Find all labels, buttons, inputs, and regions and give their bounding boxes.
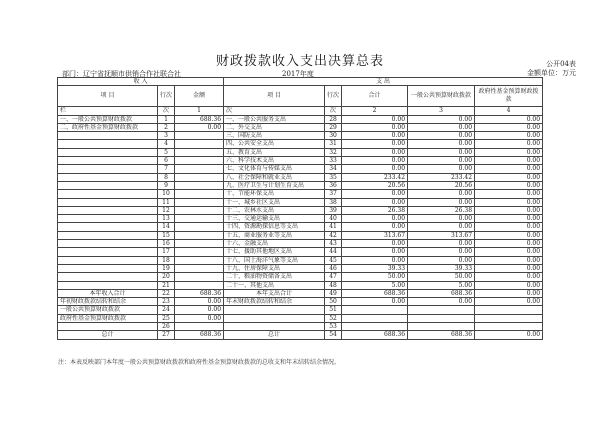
report-title: 财政拨款收入支出决算总表 [215, 54, 384, 69]
expense-total-cell: 0.00 [342, 198, 408, 206]
budget-table [57, 77, 543, 340]
expense-general-cell: 0.00 [408, 157, 475, 165]
table-row [58, 173, 543, 181]
expense-line-cell: 51 [325, 306, 342, 314]
expense-total-cell: 0.00 [342, 140, 408, 148]
expense-general-cell [408, 314, 475, 322]
income-amount-cell: 0.00 [175, 123, 224, 131]
income-item-cell [58, 273, 158, 281]
expense-general-cell: 0.00 [408, 215, 475, 223]
expense-general-cell: 0.00 [408, 298, 475, 306]
expense-line-cell: 41 [325, 223, 342, 231]
income-amount-cell: 688.36 [175, 331, 224, 339]
table-row [58, 215, 543, 223]
table-row [58, 223, 543, 231]
expense-line-cell: 28 [325, 115, 342, 123]
index-fund: 4 [475, 107, 543, 115]
expense-general-cell: 688.36 [408, 289, 475, 297]
expense-total-cell: 0.00 [342, 123, 408, 131]
expense-item-cell: 十五、商业服务业等支出 [224, 231, 325, 239]
income-line-cell: 4 [158, 140, 175, 148]
table-row [58, 314, 543, 322]
income-amount-cell: 0.00 [175, 314, 224, 322]
income-line-cell: 6 [158, 157, 175, 165]
expense-line-cell: 30 [325, 132, 342, 140]
income-line-cell: 22 [158, 289, 175, 297]
income-item-cell [58, 248, 158, 256]
expense-item-cell: 二十一、其他支出 [224, 281, 325, 289]
income-line-cell: 13 [158, 215, 175, 223]
table-row [58, 190, 543, 198]
income-item-header: 项 目 [58, 86, 158, 107]
expense-line-cell: 32 [325, 148, 342, 156]
expense-fund-cell: 0.00 [475, 115, 543, 123]
expense-line-cell: 53 [325, 323, 342, 331]
income-amount-cell [175, 140, 224, 148]
income-line-header: 行次 [158, 86, 175, 107]
table-row [58, 231, 543, 239]
expense-item-cell: 二、外交支出 [224, 123, 325, 131]
expense-fund-cell: 0.00 [475, 289, 543, 297]
income-item-cell: 二、政府性基金预算财政拨款 [58, 123, 158, 131]
income-line-cell: 20 [158, 273, 175, 281]
income-amount-cell: 0.00 [175, 298, 224, 306]
expense-fund-cell: 0.00 [475, 173, 543, 181]
expense-fund-cell: 0.00 [475, 132, 543, 140]
amount-unit-label: 金额单位： [527, 69, 562, 77]
expense-general-cell: 0.00 [408, 240, 475, 248]
index-item-expense: 次 [224, 107, 325, 115]
expense-general-cell: 20.56 [408, 181, 475, 189]
income-amount-cell [175, 190, 224, 198]
table-row [58, 198, 543, 206]
expense-fund-cell: 0.00 [475, 273, 543, 281]
table-row [58, 206, 543, 214]
income-line-cell: 2 [158, 123, 175, 131]
expense-fund-cell: 0.00 [475, 123, 543, 131]
income-amount-cell [175, 231, 224, 239]
income-item-cell [58, 240, 158, 248]
expense-item-cell: 一、一般公共服务支出 [224, 115, 325, 123]
expense-fund-cell: 0.00 [475, 231, 543, 239]
expense-general-cell: 688.36 [408, 331, 475, 339]
table-row [58, 273, 543, 281]
income-line-cell: 26 [158, 323, 175, 331]
expense-item-cell [224, 323, 325, 331]
income-item-cell [58, 157, 158, 165]
expense-fund-cell: 0.00 [475, 198, 543, 206]
expense-total-cell: 233.42 [342, 173, 408, 181]
income-amount-cell [175, 173, 224, 181]
expense-total-cell: 39.33 [342, 264, 408, 272]
income-item-cell [58, 190, 158, 198]
expense-total-header: 合计 [342, 86, 408, 107]
income-line-cell: 1 [158, 115, 175, 123]
expense-item-cell: 十九、住房保障支出 [224, 264, 325, 272]
expense-line-cell: 36 [325, 181, 342, 189]
income-item-cell [58, 165, 158, 173]
income-amount-cell [175, 248, 224, 256]
income-item-cell [58, 231, 158, 239]
expense-general-cell: 0.00 [408, 223, 475, 231]
table-row [58, 331, 543, 339]
expense-general-cell: 0.00 [408, 148, 475, 156]
expense-total-cell: 0.00 [342, 148, 408, 156]
expense-fund-cell: 0.00 [475, 206, 543, 214]
expense-line-cell: 43 [325, 240, 342, 248]
income-amount-cell [175, 273, 224, 281]
income-line-cell: 3 [158, 132, 175, 140]
income-amount-cell [175, 157, 224, 165]
expense-fund-cell: 0.00 [475, 281, 543, 289]
expense-item-cell: 十七、援助其他地区支出 [224, 248, 325, 256]
income-item-cell: 政府性基金预算财政拨款 [58, 314, 158, 322]
expense-line-cell: 46 [325, 264, 342, 272]
expense-general-cell [408, 306, 475, 314]
expense-line-cell: 39 [325, 206, 342, 214]
expense-total-cell: 688.36 [342, 289, 408, 297]
expense-line-cell: 54 [325, 331, 342, 339]
table-row [58, 148, 543, 156]
income-item-cell: 总计 [58, 331, 158, 339]
income-line-cell: 10 [158, 190, 175, 198]
expense-line-cell: 48 [325, 281, 342, 289]
expense-fund-cell: 0.00 [475, 148, 543, 156]
expense-fund-cell: 0.00 [475, 190, 543, 198]
expense-item-cell [224, 306, 325, 314]
income-item-cell [58, 140, 158, 148]
index-line-expense: 次 [325, 107, 342, 115]
table-row [58, 298, 543, 306]
expense-line-cell: 37 [325, 190, 342, 198]
index-general: 3 [408, 107, 475, 115]
expense-general-cell: 0.00 [408, 115, 475, 123]
income-item-cell [58, 223, 158, 231]
income-amount-cell [175, 206, 224, 214]
index-item: 栏 [58, 107, 158, 115]
income-item-cell [58, 206, 158, 214]
income-item-cell [58, 281, 158, 289]
income-amount-cell: 688.36 [175, 289, 224, 297]
expense-fund-cell: 0.00 [475, 215, 543, 223]
expense-general-cell: 50.00 [408, 273, 475, 281]
income-amount-cell [175, 198, 224, 206]
table-row [58, 240, 543, 248]
expense-item-cell: 本年支出合计 [224, 289, 325, 297]
expense-fund-cell [475, 306, 543, 314]
expense-total-cell: 0.00 [342, 157, 408, 165]
expense-item-cell: 三、国防支出 [224, 132, 325, 140]
table-row [58, 165, 543, 173]
table-row [58, 132, 543, 140]
income-amount-cell [175, 148, 224, 156]
expense-line-cell: 42 [325, 231, 342, 239]
income-amount-cell [175, 215, 224, 223]
table-row [58, 140, 543, 148]
table-row [58, 248, 543, 256]
expense-fund-cell: 0.00 [475, 140, 543, 148]
expense-total-cell: 0.00 [342, 165, 408, 173]
expense-total-cell: 313.67 [342, 231, 408, 239]
income-line-cell: 14 [158, 223, 175, 231]
expense-general-cell: 39.33 [408, 264, 475, 272]
income-amount-cell [175, 181, 224, 189]
income-line-cell: 7 [158, 165, 175, 173]
expense-fund-cell: 0.00 [475, 223, 543, 231]
income-item-cell [58, 215, 158, 223]
expense-line-cell: 52 [325, 314, 342, 322]
income-amount-cell [175, 323, 224, 331]
income-amount-cell [175, 165, 224, 173]
income-line-cell: 16 [158, 240, 175, 248]
table-row [58, 264, 543, 272]
income-line-cell: 25 [158, 314, 175, 322]
income-item-cell [58, 148, 158, 156]
index-line: 次 [158, 107, 175, 115]
expense-fund-cell: 0.00 [475, 165, 543, 173]
expense-total-cell: 0.00 [342, 132, 408, 140]
income-line-cell: 23 [158, 298, 175, 306]
expense-total-cell: 0.00 [342, 240, 408, 248]
expense-line-cell: 38 [325, 198, 342, 206]
expense-general-cell: 0.00 [408, 140, 475, 148]
table-row [58, 306, 543, 314]
expense-total-cell: 5.00 [342, 281, 408, 289]
income-line-cell: 24 [158, 306, 175, 314]
expense-total-cell: 0.00 [342, 248, 408, 256]
expense-item-cell: 五、教育支出 [224, 148, 325, 156]
income-line-cell: 5 [158, 148, 175, 156]
expense-total-cell: 26.38 [342, 206, 408, 214]
table-row [58, 157, 543, 165]
expense-header: 支 出 [224, 78, 543, 86]
income-item-cell [58, 181, 158, 189]
expense-total-cell: 0.00 [342, 223, 408, 231]
expense-fund-cell: 0.00 [475, 331, 543, 339]
income-amount-cell [175, 256, 224, 264]
expense-general-cell: 313.67 [408, 231, 475, 239]
income-amount-cell [175, 132, 224, 140]
footnote: 注：本表反映部门本年度一般公共预算财政拨款和政府性基金预算财政拨款的总收支和年末结转结余情况。 [58, 359, 341, 366]
expense-line-cell: 33 [325, 157, 342, 165]
expense-general-cell: 0.00 [408, 123, 475, 131]
expense-general-header: 一般公共预算财政拨款 [408, 86, 475, 107]
income-line-cell: 27 [158, 331, 175, 339]
expense-item-cell: 十四、资源勘探信息等支出 [224, 223, 325, 231]
expense-item-cell: 七、文化体育与传媒支出 [224, 165, 325, 173]
expense-line-cell: 44 [325, 248, 342, 256]
expense-general-cell: 0.00 [408, 190, 475, 198]
expense-general-cell: 0.00 [408, 248, 475, 256]
expense-general-cell: 0.00 [408, 132, 475, 140]
table-row [58, 181, 543, 189]
expense-general-cell: 26.38 [408, 206, 475, 214]
income-amount-cell: 0.00 [175, 306, 224, 314]
amount-unit-value: 万元 [562, 69, 576, 77]
table-row [58, 289, 543, 297]
expense-item-cell: 六、科学技术支出 [224, 157, 325, 165]
expense-line-cell: 34 [325, 165, 342, 173]
income-item-cell [58, 198, 158, 206]
expense-total-cell: 50.00 [342, 273, 408, 281]
expense-total-cell: 0.00 [342, 115, 408, 123]
expense-item-cell: 十六、金融支出 [224, 240, 325, 248]
expense-fund-cell: 0.00 [475, 248, 543, 256]
expense-item-cell: 十、节能环保支出 [224, 190, 325, 198]
expense-line-cell: 29 [325, 123, 342, 131]
expense-total-cell [342, 306, 408, 314]
expense-total-cell [342, 323, 408, 331]
income-header: 收 入 [58, 78, 224, 86]
expense-item-cell: 九、医疗卫生与计划生育支出 [224, 181, 325, 189]
income-line-cell: 11 [158, 198, 175, 206]
table-row [58, 281, 543, 289]
expense-total-cell: 688.36 [342, 331, 408, 339]
table-row [58, 323, 543, 331]
income-line-cell: 19 [158, 264, 175, 272]
expense-line-cell: 31 [325, 140, 342, 148]
income-line-cell: 8 [158, 173, 175, 181]
income-item-cell [58, 256, 158, 264]
expense-fund-cell: 0.00 [475, 298, 543, 306]
income-line-cell: 15 [158, 231, 175, 239]
index-total: 2 [342, 107, 408, 115]
expense-item-cell: 十三、交通运输支出 [224, 215, 325, 223]
department-label: 部门： [62, 70, 83, 78]
expense-line-cell: 47 [325, 273, 342, 281]
expense-fund-cell: 0.00 [475, 256, 543, 264]
expense-item-header: 项 目 [224, 86, 325, 107]
expense-fund-cell [475, 323, 543, 331]
expense-total-cell [342, 314, 408, 322]
expense-item-cell: 总计 [224, 331, 325, 339]
expense-line-cell: 45 [325, 256, 342, 264]
income-line-cell: 21 [158, 281, 175, 289]
expense-item-cell: 十一、城乡社区支出 [224, 198, 325, 206]
income-item-cell: 年初财政拨款结转和结余 [58, 298, 158, 306]
income-item-cell [58, 173, 158, 181]
income-line-cell: 18 [158, 256, 175, 264]
income-amount-cell [175, 223, 224, 231]
expense-total-cell: 0.00 [342, 190, 408, 198]
expense-total-cell: 20.56 [342, 181, 408, 189]
index-amount: 1 [175, 107, 224, 115]
income-item-cell: 一、一般公共预算财政拨款 [58, 115, 158, 123]
income-item-cell: 本年收入合计 [58, 289, 158, 297]
expense-item-cell: 四、公共安全支出 [224, 140, 325, 148]
expense-fund-cell [475, 314, 543, 322]
income-item-cell [58, 323, 158, 331]
expense-item-cell: 十八、国土海洋气象等支出 [224, 256, 325, 264]
expense-fund-cell: 0.00 [475, 157, 543, 165]
department-value: 辽宁省抚顺市供销合作社联合社 [83, 70, 181, 78]
income-item-cell [58, 264, 158, 272]
income-item-cell: 一般公共预算财政拨款 [58, 306, 158, 314]
expense-item-cell [224, 314, 325, 322]
income-amount-cell [175, 264, 224, 272]
expense-fund-header: 政府性基金预算财政拨款 [475, 86, 543, 107]
expense-general-cell: 5.00 [408, 281, 475, 289]
income-amount-cell: 688.36 [175, 115, 224, 123]
expense-line-cell: 50 [325, 298, 342, 306]
report-year: 2017年度 [282, 70, 314, 78]
expense-general-cell: 0.00 [408, 198, 475, 206]
expense-item-cell: 八、社会保障和就业支出 [224, 173, 325, 181]
expense-line-header: 行次 [325, 86, 342, 107]
expense-general-cell: 0.00 [408, 165, 475, 173]
income-amount-cell [175, 281, 224, 289]
expense-general-cell: 233.42 [408, 173, 475, 181]
expense-general-cell [408, 323, 475, 331]
expense-fund-cell: 0.00 [475, 264, 543, 272]
expense-total-cell: 0.00 [342, 298, 408, 306]
table-row [58, 256, 543, 264]
expense-line-cell: 49 [325, 289, 342, 297]
expense-fund-cell: 0.00 [475, 240, 543, 248]
income-line-cell: 9 [158, 181, 175, 189]
expense-total-cell: 0.00 [342, 256, 408, 264]
expense-line-cell: 40 [325, 215, 342, 223]
income-amount-header: 金额 [175, 86, 224, 107]
income-item-cell [58, 132, 158, 140]
expense-general-cell: 0.00 [408, 256, 475, 264]
income-line-cell: 17 [158, 248, 175, 256]
table-row [58, 115, 543, 123]
expense-item-cell: 二十、粮油物资储备支出 [224, 273, 325, 281]
income-line-cell: 12 [158, 206, 175, 214]
expense-fund-cell: 0.00 [475, 181, 543, 189]
expense-item-cell: 十二、农林水支出 [224, 206, 325, 214]
income-amount-cell [175, 240, 224, 248]
expense-item-cell: 年末财政拨款结转和结余 [224, 298, 325, 306]
expense-total-cell: 0.00 [342, 215, 408, 223]
expense-line-cell: 35 [325, 173, 342, 181]
form-code: 公开04表 [546, 60, 576, 68]
table-row [58, 123, 543, 131]
